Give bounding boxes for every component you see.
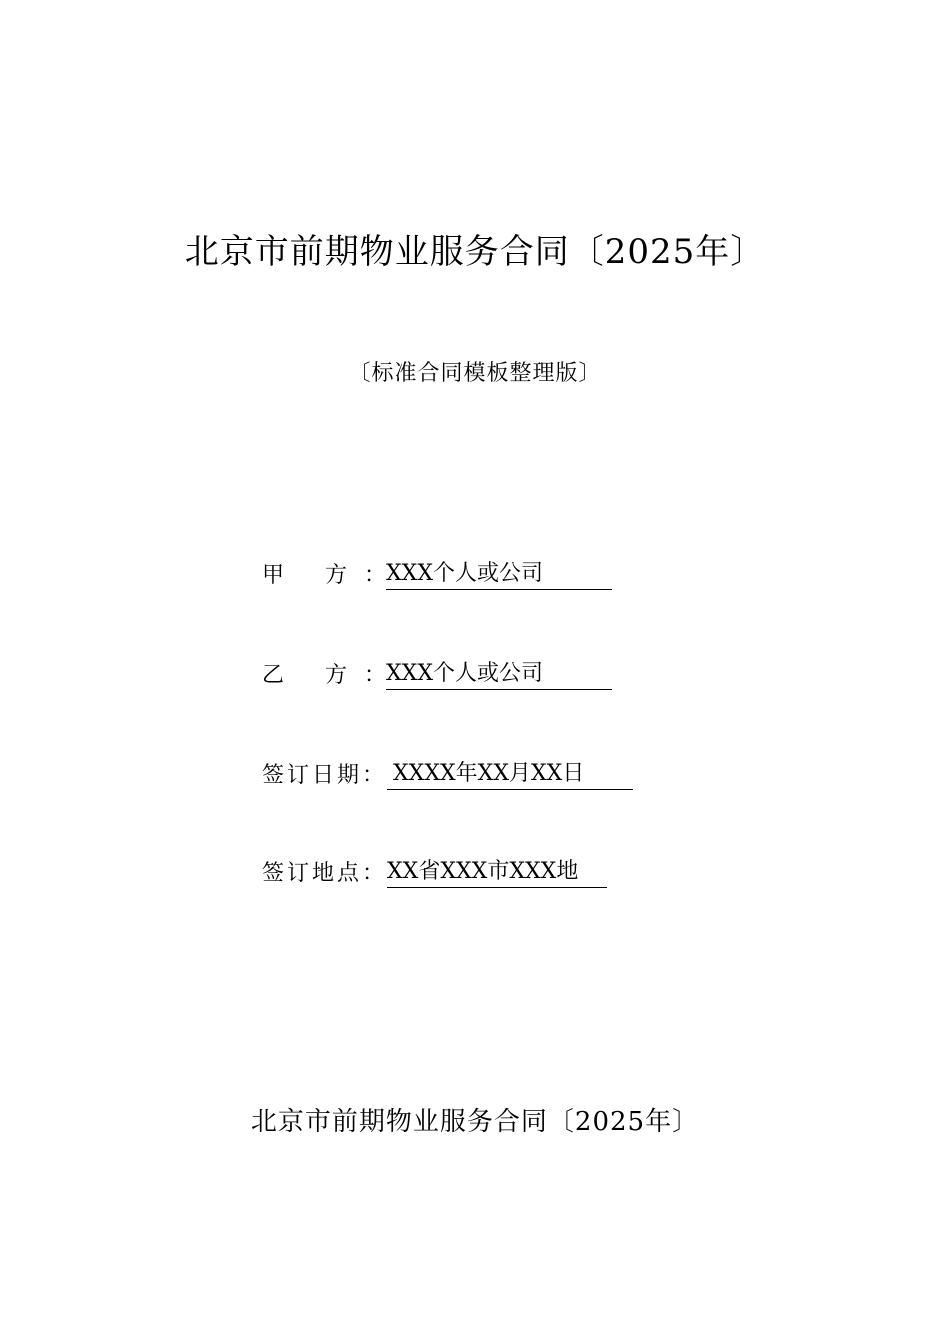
signing-place-label: 签订地点： xyxy=(262,861,388,886)
party-a-label-left: 甲 xyxy=(262,563,301,588)
party-a-label-right: 方： xyxy=(324,563,386,588)
signing-place-field xyxy=(262,857,607,891)
footer-title: 北京市前期物业服务合同〔2025年〕 xyxy=(250,1107,700,1137)
document-title: 北京市前期物业服务合同〔2025年〕 xyxy=(184,232,766,272)
signing-place-value: XX省XXX市XXX地 xyxy=(387,857,607,888)
document-subtitle: 〔标准合同模板整理版〕 xyxy=(348,361,602,386)
party-a-field xyxy=(262,559,612,593)
party-b-label-right: 方： xyxy=(324,663,386,688)
signing-date-value: XXXX年XX月XX日 xyxy=(387,759,633,790)
party-b-value: XXX个人或公司 xyxy=(386,659,612,690)
party-b-field xyxy=(262,659,612,693)
party-b-label xyxy=(262,659,386,693)
signing-date-label: 签订日期： xyxy=(262,763,388,788)
signing-date-field xyxy=(262,759,633,793)
party-b-label-left: 乙 xyxy=(262,663,301,688)
party-a-value: XXX个人或公司 xyxy=(386,559,612,590)
party-a-label xyxy=(262,559,386,593)
